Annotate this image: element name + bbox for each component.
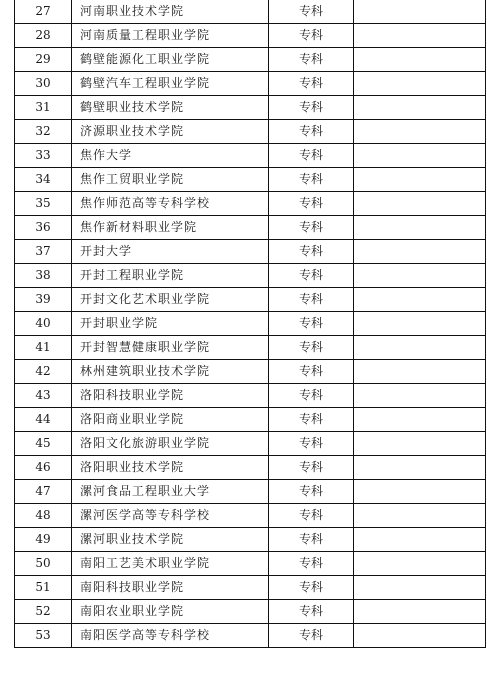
- note-cell: [354, 192, 486, 216]
- college-name-cell: 开封工程职业学院: [72, 264, 269, 288]
- note-cell: [354, 96, 486, 120]
- table-row: [15, 336, 486, 360]
- table-row: [15, 96, 486, 120]
- row-number-cell: 38: [15, 264, 72, 288]
- college-name-cell: 济源职业技术学院: [72, 120, 269, 144]
- education-level-cell: 专科: [269, 96, 354, 120]
- education-level-cell: 专科: [269, 168, 354, 192]
- education-level-cell: 专科: [269, 624, 354, 648]
- education-level-cell: 专科: [269, 312, 354, 336]
- college-name-cell: 焦作大学: [72, 144, 269, 168]
- college-name-cell: 南阳工艺美术职业学院: [72, 552, 269, 576]
- note-cell: [354, 408, 486, 432]
- row-number-cell: 28: [15, 24, 72, 48]
- note-cell: [354, 312, 486, 336]
- row-number-cell: 41: [15, 336, 72, 360]
- row-number-cell: 29: [15, 48, 72, 72]
- table-row: [15, 528, 486, 552]
- row-number-cell: 50: [15, 552, 72, 576]
- note-cell: [354, 528, 486, 552]
- note-cell: [354, 480, 486, 504]
- table-row: [15, 384, 486, 408]
- college-table-body: [15, 0, 486, 648]
- table-row: [15, 456, 486, 480]
- college-name-cell: 开封大学: [72, 240, 269, 264]
- college-name-cell: 洛阳商业职业学院: [72, 408, 269, 432]
- row-number-cell: 35: [15, 192, 72, 216]
- note-cell: [354, 240, 486, 264]
- note-cell: [354, 216, 486, 240]
- row-number-cell: 39: [15, 288, 72, 312]
- college-name-cell: 漯河职业技术学院: [72, 528, 269, 552]
- education-level-cell: 专科: [269, 24, 354, 48]
- row-number-cell: 36: [15, 216, 72, 240]
- note-cell: [354, 504, 486, 528]
- note-cell: [354, 120, 486, 144]
- row-number-cell: 30: [15, 72, 72, 96]
- row-number-cell: 45: [15, 432, 72, 456]
- row-number-cell: 42: [15, 360, 72, 384]
- education-level-cell: 专科: [269, 480, 354, 504]
- row-number-cell: 49: [15, 528, 72, 552]
- education-level-cell: 专科: [269, 432, 354, 456]
- education-level-cell: 专科: [269, 336, 354, 360]
- college-name-cell: 鹤壁能源化工职业学院: [72, 48, 269, 72]
- table-row: [15, 264, 486, 288]
- education-level-cell: 专科: [269, 360, 354, 384]
- college-name-cell: 林州建筑职业技术学院: [72, 360, 269, 384]
- college-name-cell: 漯河医学高等专科学校: [72, 504, 269, 528]
- table-row: [15, 432, 486, 456]
- table-row: [15, 360, 486, 384]
- table-row: [15, 480, 486, 504]
- table-row: [15, 624, 486, 648]
- table-row: [15, 408, 486, 432]
- note-cell: [354, 0, 486, 24]
- education-level-cell: 专科: [269, 384, 354, 408]
- college-name-cell: 南阳农业职业学院: [72, 600, 269, 624]
- education-level-cell: 专科: [269, 264, 354, 288]
- row-number-cell: 27: [15, 0, 72, 24]
- row-number-cell: 47: [15, 480, 72, 504]
- college-name-cell: 洛阳科技职业学院: [72, 384, 269, 408]
- college-name-cell: 开封文化艺术职业学院: [72, 288, 269, 312]
- table-row: [15, 0, 486, 24]
- education-level-cell: 专科: [269, 600, 354, 624]
- table-row: [15, 216, 486, 240]
- table-row: [15, 552, 486, 576]
- note-cell: [354, 360, 486, 384]
- college-name-cell: 焦作新材料职业学院: [72, 216, 269, 240]
- education-level-cell: 专科: [269, 192, 354, 216]
- row-number-cell: 52: [15, 600, 72, 624]
- education-level-cell: 专科: [269, 120, 354, 144]
- row-number-cell: 46: [15, 456, 72, 480]
- row-number-cell: 37: [15, 240, 72, 264]
- table-row: [15, 120, 486, 144]
- document-page: [14, 0, 486, 648]
- table-row: [15, 600, 486, 624]
- note-cell: [354, 288, 486, 312]
- education-level-cell: 专科: [269, 240, 354, 264]
- note-cell: [354, 264, 486, 288]
- college-name-cell: 南阳医学高等专科学校: [72, 624, 269, 648]
- education-level-cell: 专科: [269, 408, 354, 432]
- row-number-cell: 34: [15, 168, 72, 192]
- note-cell: [354, 576, 486, 600]
- row-number-cell: 51: [15, 576, 72, 600]
- college-name-cell: 河南质量工程职业学院: [72, 24, 269, 48]
- note-cell: [354, 456, 486, 480]
- education-level-cell: 专科: [269, 216, 354, 240]
- table-row: [15, 48, 486, 72]
- table-row: [15, 168, 486, 192]
- education-level-cell: 专科: [269, 0, 354, 24]
- table-row: [15, 192, 486, 216]
- education-level-cell: 专科: [269, 456, 354, 480]
- education-level-cell: 专科: [269, 288, 354, 312]
- table-row: [15, 576, 486, 600]
- college-name-cell: 焦作师范高等专科学校: [72, 192, 269, 216]
- note-cell: [354, 144, 486, 168]
- education-level-cell: 专科: [269, 528, 354, 552]
- college-table: [14, 0, 486, 648]
- table-row: [15, 24, 486, 48]
- college-name-cell: 漯河食品工程职业大学: [72, 480, 269, 504]
- college-name-cell: 洛阳文化旅游职业学院: [72, 432, 269, 456]
- note-cell: [354, 384, 486, 408]
- college-name-cell: 洛阳职业技术学院: [72, 456, 269, 480]
- note-cell: [354, 600, 486, 624]
- note-cell: [354, 48, 486, 72]
- row-number-cell: 40: [15, 312, 72, 336]
- row-number-cell: 33: [15, 144, 72, 168]
- table-row: [15, 72, 486, 96]
- table-row: [15, 504, 486, 528]
- table-row: [15, 240, 486, 264]
- note-cell: [354, 624, 486, 648]
- note-cell: [354, 432, 486, 456]
- college-name-cell: 鹤壁职业技术学院: [72, 96, 269, 120]
- college-name-cell: 开封智慧健康职业学院: [72, 336, 269, 360]
- note-cell: [354, 336, 486, 360]
- note-cell: [354, 24, 486, 48]
- row-number-cell: 31: [15, 96, 72, 120]
- college-name-cell: 南阳科技职业学院: [72, 576, 269, 600]
- table-row: [15, 144, 486, 168]
- note-cell: [354, 552, 486, 576]
- row-number-cell: 44: [15, 408, 72, 432]
- education-level-cell: 专科: [269, 576, 354, 600]
- college-name-cell: 鹤壁汽车工程职业学院: [72, 72, 269, 96]
- college-name-cell: 焦作工贸职业学院: [72, 168, 269, 192]
- education-level-cell: 专科: [269, 72, 354, 96]
- table-row: [15, 312, 486, 336]
- college-name-cell: 开封职业学院: [72, 312, 269, 336]
- education-level-cell: 专科: [269, 552, 354, 576]
- education-level-cell: 专科: [269, 504, 354, 528]
- education-level-cell: 专科: [269, 48, 354, 72]
- college-name-cell: 河南职业技术学院: [72, 0, 269, 24]
- row-number-cell: 43: [15, 384, 72, 408]
- row-number-cell: 32: [15, 120, 72, 144]
- note-cell: [354, 72, 486, 96]
- note-cell: [354, 168, 486, 192]
- row-number-cell: 48: [15, 504, 72, 528]
- education-level-cell: 专科: [269, 144, 354, 168]
- row-number-cell: 53: [15, 624, 72, 648]
- table-row: [15, 288, 486, 312]
